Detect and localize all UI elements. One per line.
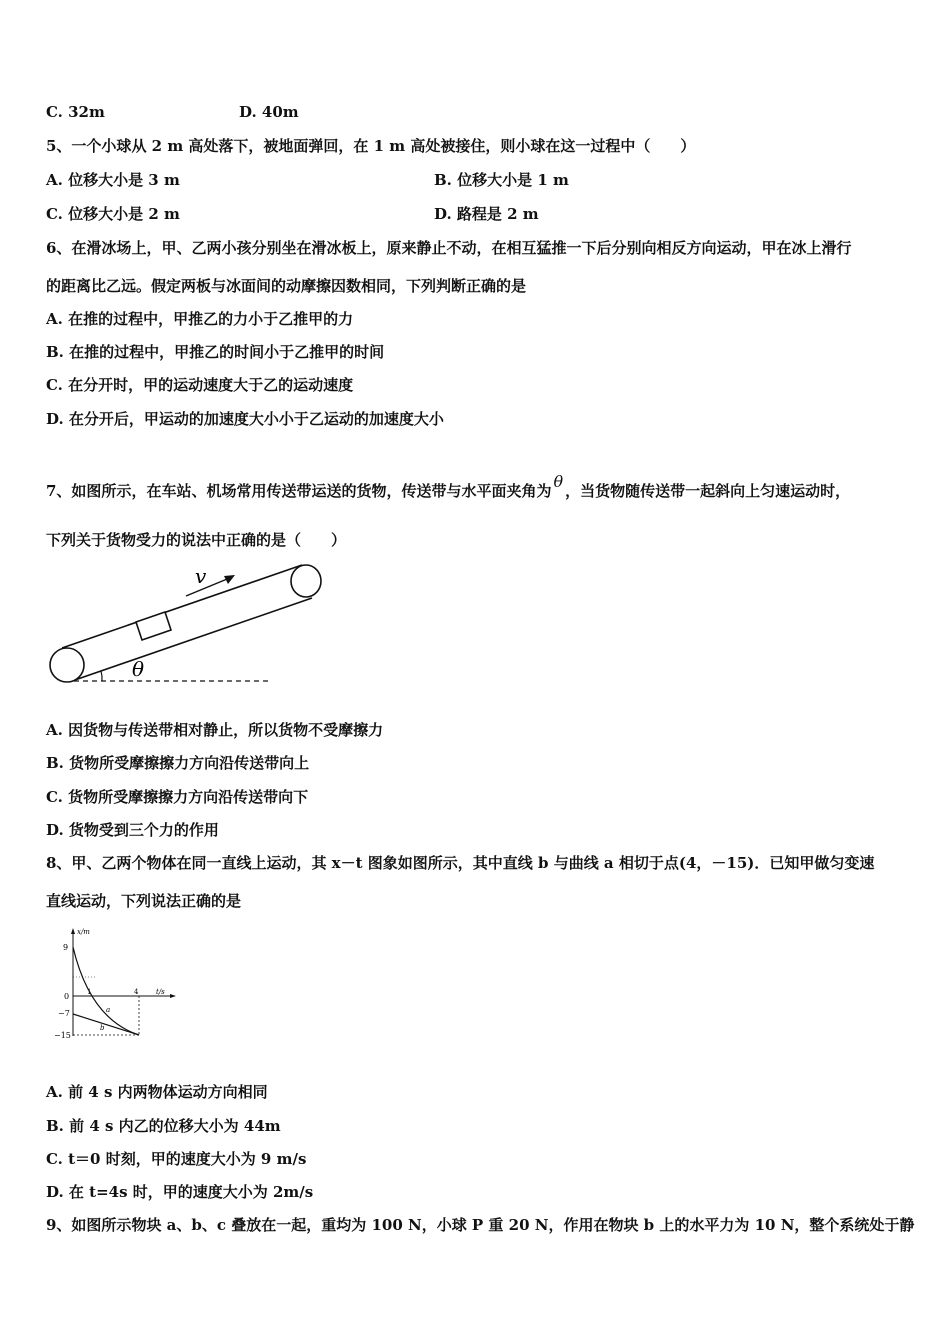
q8-stem-line1: 8、甲、乙两个物体在同一直线上运动，其 x－t 图象如图所示，其中直线 b 与曲线 a 相切于点(4，－15)．已知甲做匀变速 bbox=[46, 854, 875, 872]
q6-option-d: D. 在分开后，甲运动的加速度大小小于乙运动的加速度大小 bbox=[46, 410, 444, 428]
conveyor-belt-figure bbox=[40, 556, 330, 691]
top-roller bbox=[291, 565, 321, 597]
belt-top-line bbox=[62, 565, 302, 648]
q6-option-a: A. 在推的过程中，甲推乙的力小于乙推甲的力 bbox=[46, 310, 354, 328]
q5-option-d: D. 路程是 2 m bbox=[434, 205, 539, 223]
tick-minus-15: −15 bbox=[54, 1031, 71, 1040]
tick-0: 0 bbox=[64, 992, 70, 1001]
y-axis-arrow bbox=[71, 928, 75, 934]
q4-option-c: C. 32m bbox=[46, 103, 105, 121]
cargo-box bbox=[136, 612, 171, 640]
tick-1: 1 bbox=[87, 988, 92, 996]
q7-option-c: C. 货物所受摩擦擦力方向沿传送带向下 bbox=[46, 788, 309, 806]
q6-stem-line2: 的距离比乙远。假定两板与冰面间的动摩擦因数相同，下列判断正确的是 bbox=[46, 277, 527, 295]
curve-a-label: a bbox=[106, 1006, 111, 1014]
q8-option-d: D. 在 t=4s 时，甲的速度大小为 2m/s bbox=[46, 1183, 314, 1201]
q7-stem-part1: 7、如图所示，在车站、机场常用传送带运送的货物，传送带与水平面夹角为 bbox=[46, 482, 552, 500]
q5-option-c: C. 位移大小是 2 m bbox=[46, 205, 180, 223]
q5-option-b: B. 位移大小是 1 m bbox=[434, 171, 569, 189]
x-t-graph bbox=[50, 924, 180, 1044]
q9-stem-line1: 9、如图所示物块 a、b、c 叠放在一起，重均为 100 N，小球 P 重 20 N，作用在物块 b 上的水平力为 10 N，整个系统处于静 bbox=[46, 1216, 915, 1234]
q4-option-d: D. 40m bbox=[239, 103, 299, 121]
q8-stem-line2: 直线运动，下列说法正确的是 bbox=[46, 892, 242, 910]
q8-option-a: A. 前 4 s 内两物体运动方向相同 bbox=[46, 1083, 268, 1101]
velocity-arrow bbox=[186, 577, 232, 596]
q7-stem-part2: ，当货物随传送带一起斜向上匀速运动时， bbox=[565, 482, 851, 500]
angle-theta-label: θ bbox=[132, 657, 145, 681]
y-axis-label: x/m bbox=[77, 928, 90, 936]
q6-stem-line1: 6、在滑冰场上，甲、乙两小孩分别坐在滑冰板上，原来静止不动，在相互猛推一下后分别向相反方向运动，甲在冰上滑行 bbox=[46, 239, 852, 257]
q7-option-d: D. 货物受到三个力的作用 bbox=[46, 821, 219, 839]
line-b-label: b bbox=[100, 1024, 105, 1032]
angle-arc bbox=[101, 671, 102, 681]
x-axis-label: t/s bbox=[156, 988, 165, 996]
q8-option-b: B. 前 4 s 内乙的位移大小为 44m bbox=[46, 1117, 281, 1135]
q8-option-c: C. t＝0 时刻，甲的速度大小为 9 m/s bbox=[46, 1150, 307, 1168]
tick-minus-7: −7 bbox=[58, 1009, 70, 1018]
tick-9: 9 bbox=[63, 943, 69, 952]
q7-option-a: A. 因货物与传送带相对静止，所以货物不受摩擦力 bbox=[46, 721, 384, 739]
bottom-roller bbox=[50, 648, 84, 682]
tick-4: 4 bbox=[134, 988, 139, 996]
belt-bottom-line bbox=[72, 598, 312, 681]
x-axis-arrow bbox=[170, 994, 176, 998]
curve-a bbox=[73, 947, 139, 1035]
q7-stem-line2: 下列关于货物受力的说法中正确的是（ ） bbox=[46, 531, 347, 549]
q6-option-c: C. 在分开时，甲的运动速度大于乙的运动速度 bbox=[46, 376, 354, 394]
q6-option-b: B. 在推的过程中，甲推乙的时间小于乙推甲的时间 bbox=[46, 343, 385, 361]
q7-option-b: B. 货物所受摩擦擦力方向沿传送带向上 bbox=[46, 754, 310, 772]
theta-symbol: θ bbox=[553, 472, 564, 491]
velocity-label: v bbox=[195, 564, 207, 588]
q5-option-a: A. 位移大小是 3 m bbox=[46, 171, 180, 189]
q7-stem-line1 bbox=[46, 472, 851, 501]
q5-stem: 5、一个小球从 2 m 高处落下，被地面弹回，在 1 m 高处被接住，则小球在这一过程中（ ） bbox=[46, 137, 696, 155]
line-b bbox=[73, 1014, 139, 1035]
